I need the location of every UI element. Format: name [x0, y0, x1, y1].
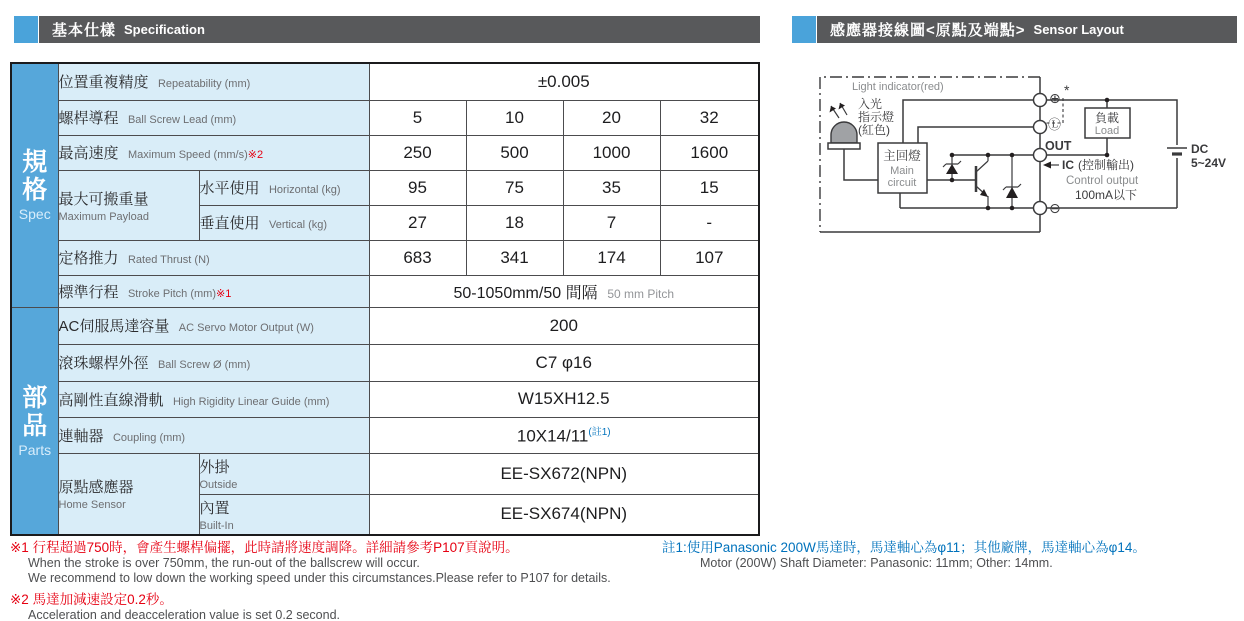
value-coupling-note: (註1): [588, 427, 611, 439]
label-horizontal-en: Horizontal (kg): [268, 184, 341, 196]
label-stroke-en: Stroke Pitch (mm): [127, 287, 216, 300]
label-lead-en: Ball Screw Lead (mm): [127, 114, 237, 126]
label-guide-zh: 高剛性直線滑軌: [58, 391, 164, 409]
label-motor: [58, 307, 369, 344]
label-stroke-zh: 標準行程: [58, 283, 119, 301]
led-arrows: [831, 103, 847, 118]
spec-header-bar: [39, 16, 760, 43]
value-guide: W15XH12.5: [369, 381, 759, 417]
label-guide-en: High Rigidity Linear Guide (mm): [172, 395, 330, 408]
label-home-sensor: [58, 453, 199, 535]
label-payload-en: Maximum Payload: [58, 210, 149, 223]
out-label: OUT: [1045, 139, 1072, 153]
value-thrust-3: 174: [563, 240, 660, 275]
value-speed-1: 250: [369, 135, 466, 170]
footnote-note1-en: Motor (200W) Shaft Diameter: Panasonic: 11mm; Other: 14mm.: [700, 556, 1053, 570]
label-guide: [58, 381, 369, 417]
l-symbol: Ⓛ: [1048, 117, 1062, 132]
current-limit-label: 100mA以下: [1075, 188, 1138, 202]
label-speed: [58, 135, 369, 170]
footnote-2-en: Acceleration and deacceleration value is set 0.2 second.: [28, 608, 340, 621]
junction-dot: [950, 153, 955, 158]
spec-header-title-zh: 基本仕樣: [52, 22, 117, 39]
value-sensor-outside: EE-SX672(NPN): [369, 453, 759, 494]
label-sensor-outside: [199, 453, 369, 494]
value-thrust-1: 683: [369, 240, 466, 275]
section-parts-zh: 部品: [22, 383, 48, 440]
label-builtin-en: Built-In: [199, 519, 234, 532]
sensor-wiring-diagram: [795, 62, 1244, 247]
sensor-header-title-en: Sensor Layout: [1033, 22, 1124, 37]
label-coupling-en: Coupling (mm): [112, 431, 186, 444]
led-base: [828, 143, 860, 149]
value-stroke-sub: 50 mm Pitch: [607, 286, 674, 301]
junction-dot: [1105, 153, 1110, 158]
label-builtin-zh: 內置: [199, 499, 230, 517]
value-horizontal-3: 35: [563, 170, 660, 205]
label-repeatability-zh: 位置重複精度: [58, 74, 149, 92]
value-lead-2: 10: [466, 100, 563, 135]
label-motor-zh: AC伺服馬達容量: [58, 318, 170, 335]
value-horizontal-2: 75: [466, 170, 563, 205]
label-thrust-zh: 定格推力: [58, 250, 119, 267]
value-speed-2: 500: [466, 135, 563, 170]
footnote-1-en-line1: When the stroke is over 750mm, the run-out of the ballscrew will occur.: [28, 556, 420, 570]
dc-label: DC: [1191, 142, 1209, 156]
label-payload-horizontal: [199, 170, 369, 205]
row-payload-horizontal: [11, 170, 759, 205]
ic-label-zh: (控制輸出): [1078, 158, 1134, 172]
footnote-2-zh: ※2 馬達加減速設定0.2秒。: [10, 592, 173, 607]
label-repeatability-en: Repeatability (mm): [157, 78, 251, 91]
ground-wire: [900, 193, 1040, 208]
junction-dot: [1010, 206, 1015, 211]
value-thrust-2: 341: [466, 240, 563, 275]
value-stroke-main: 50-1050mm/50 間隔: [453, 284, 598, 302]
label-stroke: [58, 275, 369, 307]
ic-arrow-head: [1043, 162, 1051, 169]
value-thrust-4: 107: [660, 240, 759, 275]
value-coupling: [369, 417, 759, 453]
label-ballscrew-zh: 滾珠螺桿外徑: [58, 355, 149, 372]
junction-dot: [986, 206, 991, 211]
label-speed-en: Maximum Speed (mm/s): [127, 149, 248, 161]
value-horizontal-4: 15: [660, 170, 759, 205]
footnote-1-zh: ※1 行程超過750時，會產生螺桿偏擺，此時請將速度調降。詳細請參考P107頁說明。: [10, 540, 519, 555]
value-motor: 200: [369, 307, 759, 344]
led-indicator-icon: [831, 122, 857, 143]
label-horizontal-zh: 水平使用: [199, 180, 260, 197]
row-motor: [11, 307, 759, 344]
row-thrust: [11, 240, 759, 275]
led-label-1: 入光: [858, 97, 883, 111]
spec-header-title-en: Specification: [124, 22, 205, 37]
value-ballscrew: C7 φ16: [369, 344, 759, 381]
spec-table: [10, 62, 760, 536]
label-speed-zh: 最高速度: [58, 145, 119, 162]
value-vertical-1: 27: [369, 205, 466, 240]
control-output-label: Control output: [1066, 175, 1139, 187]
label-home-sensor-en: Home Sensor: [58, 499, 126, 512]
label-outside-en: Outside: [199, 479, 238, 491]
plus-symbol: ⊕: [1049, 90, 1061, 106]
label-thrust: [58, 240, 369, 275]
value-vertical-4: -: [660, 205, 759, 240]
label-speed-note: ※2: [247, 149, 264, 161]
label-stroke-note: ※1: [215, 287, 232, 300]
ic-label: IC: [1062, 158, 1074, 172]
value-horizontal-1: 95: [369, 170, 466, 205]
junction-dot: [1105, 98, 1110, 103]
row-lead: [11, 100, 759, 135]
row-sensor-outside: [11, 453, 759, 494]
label-lead-zh: 螺桿導程: [58, 110, 119, 127]
value-lead-1: 5: [369, 100, 466, 135]
load-label-zh: 負載: [1094, 111, 1120, 125]
value-repeatability: ±0.005: [369, 63, 759, 100]
spec-header-accent-square: [14, 16, 38, 43]
main-circuit-label-zh: 主回燈: [883, 149, 921, 163]
load-label-en: Load: [1094, 125, 1120, 137]
row-speed: [11, 135, 759, 170]
label-lead: [58, 100, 369, 135]
label-coupling: [58, 417, 369, 453]
label-vertical-zh: 垂直使用: [199, 215, 260, 232]
transistor-collector: [976, 155, 988, 172]
value-vertical-3: 7: [563, 205, 660, 240]
value-sensor-builtin: EE-SX674(NPN): [369, 494, 759, 535]
junction-dot: [986, 153, 991, 158]
minus-symbol: ⊖: [1049, 200, 1061, 216]
terminal-plus-circle: [1034, 94, 1047, 107]
main-circuit-label-en2: circuit: [887, 177, 917, 189]
row-repeatability: [11, 63, 759, 100]
zener1-diode-icon: [946, 164, 958, 174]
led-label-2: 指示燈: [858, 110, 895, 124]
label-thrust-en: Rated Thrust (N): [127, 254, 210, 266]
sensor-header-bar: [817, 16, 1237, 43]
dc-voltage-label: 5~24V: [1191, 156, 1227, 170]
value-stroke: [369, 275, 759, 307]
label-ballscrew: [58, 344, 369, 381]
main-circuit-label-en1: Main: [890, 165, 914, 177]
light-indicator-label: Light indicator(red): [852, 81, 944, 93]
value-speed-4: 1600: [660, 135, 759, 170]
footnotes-right: [662, 539, 1240, 571]
zener2-diode-icon: [1006, 187, 1018, 198]
value-lead-4: 32: [660, 100, 759, 135]
value-lead-3: 20: [563, 100, 660, 135]
l-terminal-wire: [918, 127, 1040, 143]
label-payload-vertical: [199, 205, 369, 240]
label-sensor-builtin: [199, 494, 369, 535]
value-vertical-2: 18: [466, 205, 563, 240]
row-guide: [11, 381, 759, 417]
section-spec-zh: 規格: [22, 148, 48, 205]
led-arrowhead: [839, 103, 846, 110]
footnote-note1-zh: 註1:使用Panasonic 200W馬達時，馬達軸心為φ11；其他廠牌，馬達軸心為φ14。: [662, 540, 1146, 555]
section-spec: [11, 63, 58, 307]
row-stroke: [11, 275, 759, 307]
junction-dot: [1010, 153, 1015, 158]
terminal-l-circle: [1034, 121, 1047, 134]
led-label-3: (紅色): [858, 123, 890, 137]
label-payload-zh: 最大可搬重量: [58, 190, 149, 208]
sensor-header-accent-square: [792, 16, 816, 43]
section-parts: [11, 307, 58, 535]
value-coupling-main: 10X14/11: [516, 426, 589, 446]
label-repeatability: [58, 63, 369, 100]
label-vertical-en: Vertical (kg): [268, 219, 328, 231]
section-parts-en: Parts: [18, 441, 52, 458]
footnote-1-en-line2: We recommend to low down the working speed under this circumstances.Please refer to P107 for details.: [28, 571, 611, 585]
sensor-header-title-zh: 感應器接線圖<原點及端點>: [830, 22, 1026, 39]
row-coupling: [11, 417, 759, 453]
label-home-sensor-zh: 原點感應器: [58, 479, 134, 497]
section-spec-en: Spec: [18, 206, 51, 223]
row-ballscrew: [11, 344, 759, 381]
value-speed-3: 1000: [563, 135, 660, 170]
label-motor-en: AC Servo Motor Output (W): [178, 322, 314, 334]
footnotes-left: [10, 539, 660, 621]
label-coupling-zh: 連軸器: [58, 427, 104, 445]
terminal-minus-circle: [1034, 202, 1047, 215]
label-ballscrew-en: Ball Screw Ø (mm): [157, 359, 251, 371]
star-symbol: *: [1064, 82, 1070, 98]
junction-dot: [950, 178, 955, 183]
label-outside-zh: 外掛: [199, 459, 230, 476]
transistor-emitter: [976, 186, 988, 208]
label-payload: [58, 170, 199, 240]
